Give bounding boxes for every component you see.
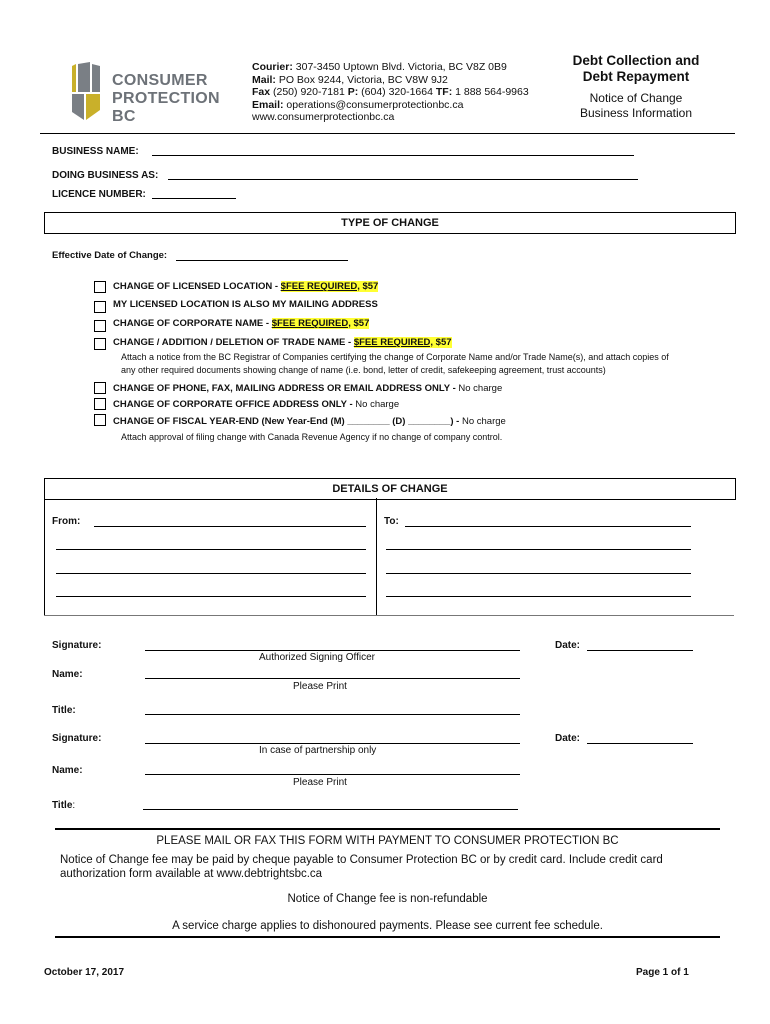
- name-label-1: Name:: [52, 669, 83, 680]
- contact-block: [252, 61, 529, 124]
- fiscal-year-instructions: Attach approval of filing change with Canada Revenue Agency if no change of company control.: [121, 432, 503, 442]
- checkbox-trade-name[interactable]: [94, 338, 106, 350]
- to-field-1[interactable]: [405, 526, 691, 527]
- checkbox-corporate-name[interactable]: [94, 320, 106, 332]
- to-field-4[interactable]: [386, 596, 691, 597]
- instructions-line-1: Attach a notice from the BC Registrar of Companies certifying the change of Corporate Name and/or Trade Name(s), and attach copies of: [121, 352, 669, 362]
- fax-line: Fax (250) 920-7181 P: (604) 320-1664 TF: 1 888 564-9963: [252, 86, 529, 98]
- partnership-caption: In case of partnership only: [259, 745, 377, 756]
- instructions-line-2: any other required documents showing change of name (i.e. bond, letter of credit, safekeeping agreement, trust accounts): [121, 364, 606, 375]
- checkbox-fiscal-year-end[interactable]: [94, 414, 106, 426]
- from-label: From:: [52, 516, 81, 527]
- from-field-3[interactable]: [56, 573, 366, 574]
- doing-business-as-field[interactable]: [168, 179, 638, 180]
- option-mailing-address: MY LICENSED LOCATION IS ALSO MY MAILING ADDRESS: [113, 299, 378, 310]
- option-corporate-name: CHANGE OF CORPORATE NAME - $FEE REQUIRED, $57: [113, 318, 370, 329]
- name-field-2[interactable]: [145, 774, 520, 775]
- signature-field-1[interactable]: [145, 650, 520, 651]
- footer-top-rule: [55, 828, 720, 830]
- option-contact-info: CHANGE OF PHONE, FAX, MAILING ADDRESS OR EMAIL ADDRESS ONLY - No charge: [113, 383, 503, 394]
- signature-label-1: Signature:: [52, 640, 102, 651]
- fee-note-line-2: authorization form available at www.debtrightsbc.ca: [60, 868, 323, 880]
- please-print-caption-1: Please Print: [293, 681, 347, 692]
- fee-required-badge: $FEE REQUIRED: [271, 318, 349, 329]
- checkbox-corporate-office[interactable]: [94, 398, 106, 410]
- subtitle-line-2: Business Information: [579, 106, 693, 120]
- courier-line: Courier: 307-3450 Uptown Blvd. Victoria, BC V8Z 0B9: [252, 61, 507, 73]
- date-field-1[interactable]: [587, 650, 693, 651]
- service-charge-note: A service charge applies to dishonoured payments. Please see current fee schedule.: [172, 920, 603, 932]
- details-of-change-heading: DETAILS OF CHANGE: [332, 483, 448, 495]
- footer-bottom-rule: [55, 936, 720, 938]
- business-name-label: BUSINESS NAME:: [52, 146, 139, 157]
- type-of-change-header: [44, 212, 736, 234]
- website-link[interactable]: www.consumerprotectionbc.ca: [252, 111, 395, 123]
- signature-field-2[interactable]: [145, 743, 520, 744]
- from-field-2[interactable]: [56, 549, 366, 550]
- option-fiscal-year-end: CHANGE OF FISCAL YEAR-END (New Year-End (M) ________ (D) ________) - No charge: [113, 416, 506, 427]
- details-center-divider: [376, 498, 377, 616]
- date-label-2: Date:: [555, 733, 581, 744]
- name-label-2: Name:: [52, 765, 83, 776]
- authorized-signing-caption: Authorized Signing Officer: [259, 652, 375, 663]
- from-field-1[interactable]: [94, 526, 366, 527]
- licence-number-field[interactable]: [152, 198, 236, 199]
- details-of-change-header: [44, 478, 736, 500]
- trade-name-instructions: [121, 351, 741, 376]
- signature-label-2: Signature:: [52, 733, 102, 744]
- option-licensed-location: CHANGE OF LICENSED LOCATION - $FEE REQUIRED, $57: [113, 281, 379, 292]
- shield-logo-icon: [68, 62, 102, 122]
- doing-business-as-label: DOING BUSINESS AS:: [52, 170, 159, 181]
- type-of-change-heading: TYPE OF CHANGE: [341, 217, 439, 229]
- subtitle-line-1: Notice of Change: [589, 91, 683, 105]
- please-print-caption-2: Please Print: [293, 777, 347, 788]
- email-line: Email: operations@consumerprotectionbc.ca: [252, 98, 464, 111]
- to-field-2[interactable]: [386, 549, 691, 550]
- from-field-4[interactable]: [56, 596, 366, 597]
- business-name-field[interactable]: [152, 155, 634, 156]
- option-corporate-office: CHANGE OF CORPORATE OFFICE ADDRESS ONLY - No charge: [113, 399, 400, 410]
- header-divider: [40, 133, 735, 134]
- title-label-1: Title:: [52, 705, 76, 716]
- checkbox-contact-info[interactable]: [94, 382, 106, 394]
- licence-number-label: LICENCE NUMBER:: [52, 189, 146, 200]
- to-field-3[interactable]: [386, 573, 691, 574]
- document-title: [548, 53, 724, 121]
- fee-required-badge: $FEE REQUIRED: [353, 337, 431, 348]
- fee-required-badge: $FEE REQUIRED: [280, 281, 358, 292]
- fee-payment-note: [60, 853, 720, 881]
- effective-date-field[interactable]: [176, 260, 348, 261]
- checkbox-licensed-location[interactable]: [94, 281, 106, 293]
- to-label: To:: [384, 516, 399, 527]
- title-field-1[interactable]: [145, 714, 520, 715]
- details-left-border: [44, 498, 45, 616]
- option-trade-name: CHANGE / ADDITION / DELETION OF TRADE NAME - $FEE REQUIRED, $57: [113, 337, 452, 348]
- date-label-1: Date:: [555, 640, 581, 651]
- logo: [68, 62, 238, 124]
- logo-line-2: PROTECTION BC: [112, 90, 220, 125]
- checkbox-mailing-address[interactable]: [94, 301, 106, 313]
- non-refundable-note: Notice of Change fee is non-refundable: [287, 893, 488, 905]
- fee-note-line-1: Notice of Change fee may be paid by cheque payable to Consumer Protection BC or by credit card. Include credit card: [60, 854, 663, 866]
- details-bottom-border: [44, 615, 734, 616]
- document-date: October 17, 2017: [44, 967, 125, 978]
- title-field-2[interactable]: [143, 809, 518, 810]
- logo-line-1: CONSUMER: [112, 72, 208, 89]
- effective-date-label: Effective Date of Change:: [52, 250, 168, 261]
- mail-fax-instruction: PLEASE MAIL OR FAX THIS FORM WITH PAYMENT TO CONSUMER PROTECTION BC: [156, 835, 619, 847]
- title-line-1: Debt Collection and: [572, 53, 700, 68]
- name-field-1[interactable]: [145, 678, 520, 679]
- mail-line: Mail: PO Box 9244, Victoria, BC V8W 9J2: [252, 73, 448, 86]
- title-label-2: Title:: [52, 800, 76, 811]
- date-field-2[interactable]: [587, 743, 693, 744]
- page-number: Page 1 of 1: [636, 967, 689, 978]
- title-line-2: Debt Repayment: [582, 69, 690, 84]
